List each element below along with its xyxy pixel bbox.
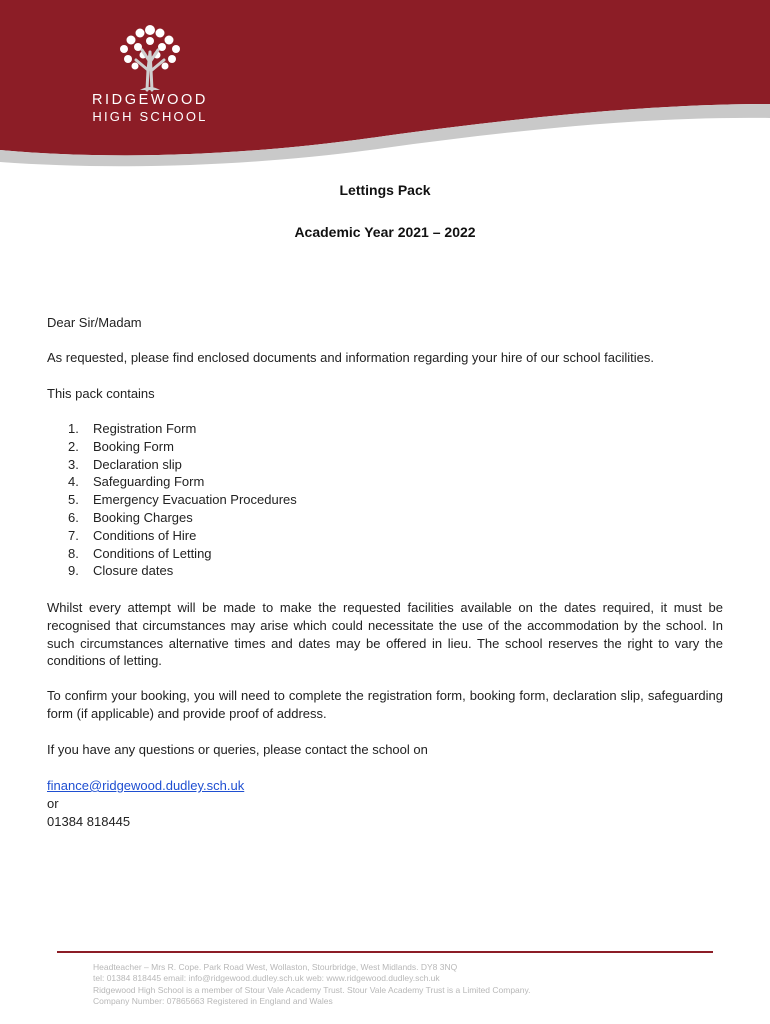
availability-paragraph: Whilst every attempt will be made to make the requested facilities available on the dates required, it must be recognised that circumstances may arise which could necessitate the use of the accommodation by the school. In such circumstances alternative times and dates may be offered in lieu. The school reserves the right to vary the conditions of letting.: [47, 600, 723, 669]
tree-icon: [114, 22, 186, 92]
email-link[interactable]: finance@ridgewood.dudley.sch.uk: [47, 778, 245, 793]
list-item: 1. Registration Form: [68, 421, 197, 436]
intro-paragraph: As requested, please find enclosed documents and information regarding your hire of our school facilities.: [47, 350, 655, 365]
footer-contact: tel: 01384 818445 email: info@ridgewood.dudley.sch.uk web: www.ridgewood.dudley.sch.uk: [93, 973, 440, 983]
list-item: 5. Emergency Evacuation Procedures: [68, 492, 297, 508]
list-item: 6. Booking Charges: [68, 509, 193, 525]
list-item: 4. Safeguarding Form: [68, 474, 205, 490]
document-title: Lettings Pack: [339, 182, 431, 198]
list-item: 3. Declaration slip: [68, 456, 182, 472]
school-name-line1: RIDGEWOOD: [91, 92, 209, 108]
list-item: 9. Closure dates: [68, 563, 174, 579]
letterhead-banner: [0, 0, 770, 170]
salutation: Dear Sir/Madam: [47, 315, 142, 330]
document-subtitle: Academic Year 2021 – 2022: [294, 224, 476, 240]
list-item: 8. Conditions of Letting: [68, 545, 212, 561]
contact-paragraph: If you have any questions or queries, please contact the school on: [47, 742, 428, 757]
pack-items-list: [68, 420, 297, 580]
phone-number: 01384 818445: [47, 814, 131, 829]
school-name-line2: HIGH SCHOOL: [92, 109, 208, 124]
confirm-paragraph: To confirm your booking, you will need to complete the registration form, booking form, declaration slip, safeguarding form (if applicable) and provide proof of address.: [47, 688, 723, 721]
footer-divider: [57, 951, 713, 953]
footer-address: Headteacher – Mrs R. Cope. Park Road West, Wollaston, Stourbridge, West Midlands. DY8 3NQ: [93, 962, 458, 972]
footer-trust-info: Ridgewood High School is a member of Stour Vale Academy Trust. Stour Vale Academy Trust is a Limited Company.: [93, 985, 531, 995]
pack-contains-label: This pack contains: [47, 386, 155, 401]
list-item: 2. Booking Form: [68, 438, 174, 454]
or-label: or: [47, 796, 59, 811]
footer-company-number: Company Number: 07865663 Registered in England and Wales: [93, 996, 333, 1006]
list-item: 7. Conditions of Hire: [68, 527, 197, 543]
